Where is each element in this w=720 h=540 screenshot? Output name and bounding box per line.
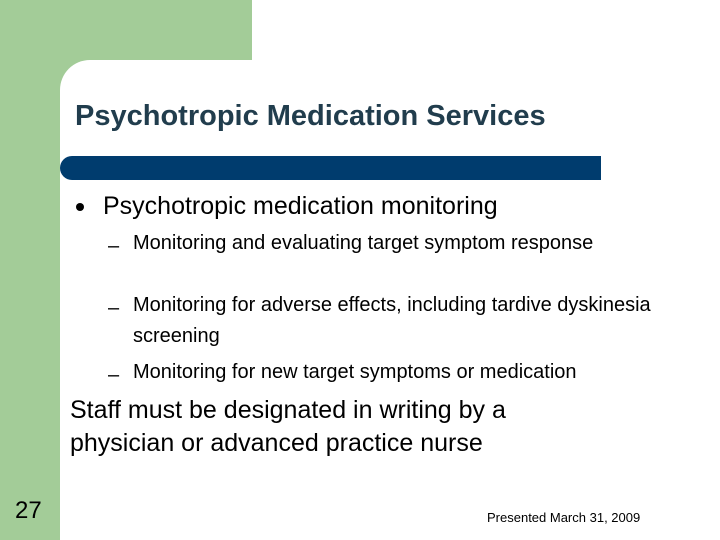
dash-icon: –: [108, 364, 120, 386]
page-number: 27: [15, 497, 42, 524]
statement-text: Staff must be designated in writing by a physician or advanced practice nurse: [70, 396, 506, 457]
dash-icon: –: [108, 297, 120, 319]
slide-title: Psychotropic Medication Services: [75, 100, 546, 132]
footer-date: Presented March 31, 2009: [487, 510, 641, 525]
bullet-item: Psychotropic medication monitoring: [103, 192, 498, 220]
title-underline-bar: [60, 156, 601, 180]
subbullet-item-1: Monitoring and evaluating target symptom response: [133, 232, 594, 254]
bullet-dot-icon: [76, 203, 84, 211]
subbullet-item-3: Monitoring for new target symptoms or medication: [133, 361, 577, 383]
subbullet-item-2: Monitoring for adverse effects, including tardive dyskinesia screening: [133, 294, 651, 347]
dash-icon: –: [108, 235, 120, 257]
